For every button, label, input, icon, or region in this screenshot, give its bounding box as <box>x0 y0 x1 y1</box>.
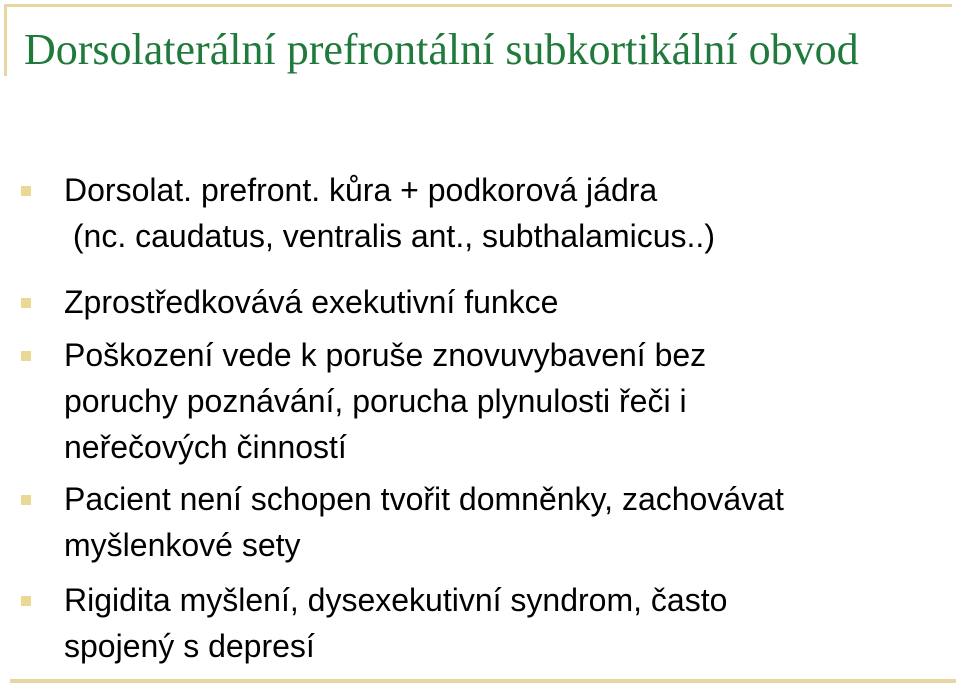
square-bullet-icon <box>21 298 31 308</box>
square-bullet-icon <box>21 596 31 606</box>
bottom-decorative-rule <box>10 679 956 683</box>
bullet-line: spojený s depresí <box>64 628 315 664</box>
bullet-line: Dorsolat. prefront. kůra + podkorová jádra <box>64 172 658 208</box>
bullet-line: Poškození vede k poruše znovuvybavení bez <box>64 337 707 373</box>
square-bullet-icon <box>21 351 31 361</box>
bullet-line: Pacient není schopen tvořit domněnky, zachovávat <box>64 481 784 517</box>
bullet-item <box>64 577 944 669</box>
bullet-line: (nc. caudatus, ventralis ant., subthalamicus..) <box>64 218 715 254</box>
bullet-item <box>64 476 944 568</box>
bullet-line: myšlenkové sety <box>64 527 301 563</box>
bullet-item <box>64 332 944 470</box>
bullet-item <box>64 279 944 325</box>
slide-title: Dorsolaterální prefrontální subkortikální obvod <box>24 25 859 74</box>
square-bullet-icon <box>21 186 31 196</box>
bullet-line: poruchy poznávání, porucha plynulosti řeči i <box>64 383 687 419</box>
bullet-line: Zprostředkovává exekutivní funkce <box>64 284 559 320</box>
square-bullet-icon <box>21 495 31 505</box>
bullet-line: neřečových činností <box>64 429 347 465</box>
bullet-line: Rigidita myšlení, dysexekutivní syndrom, často <box>64 582 728 618</box>
bullet-item <box>64 167 944 259</box>
